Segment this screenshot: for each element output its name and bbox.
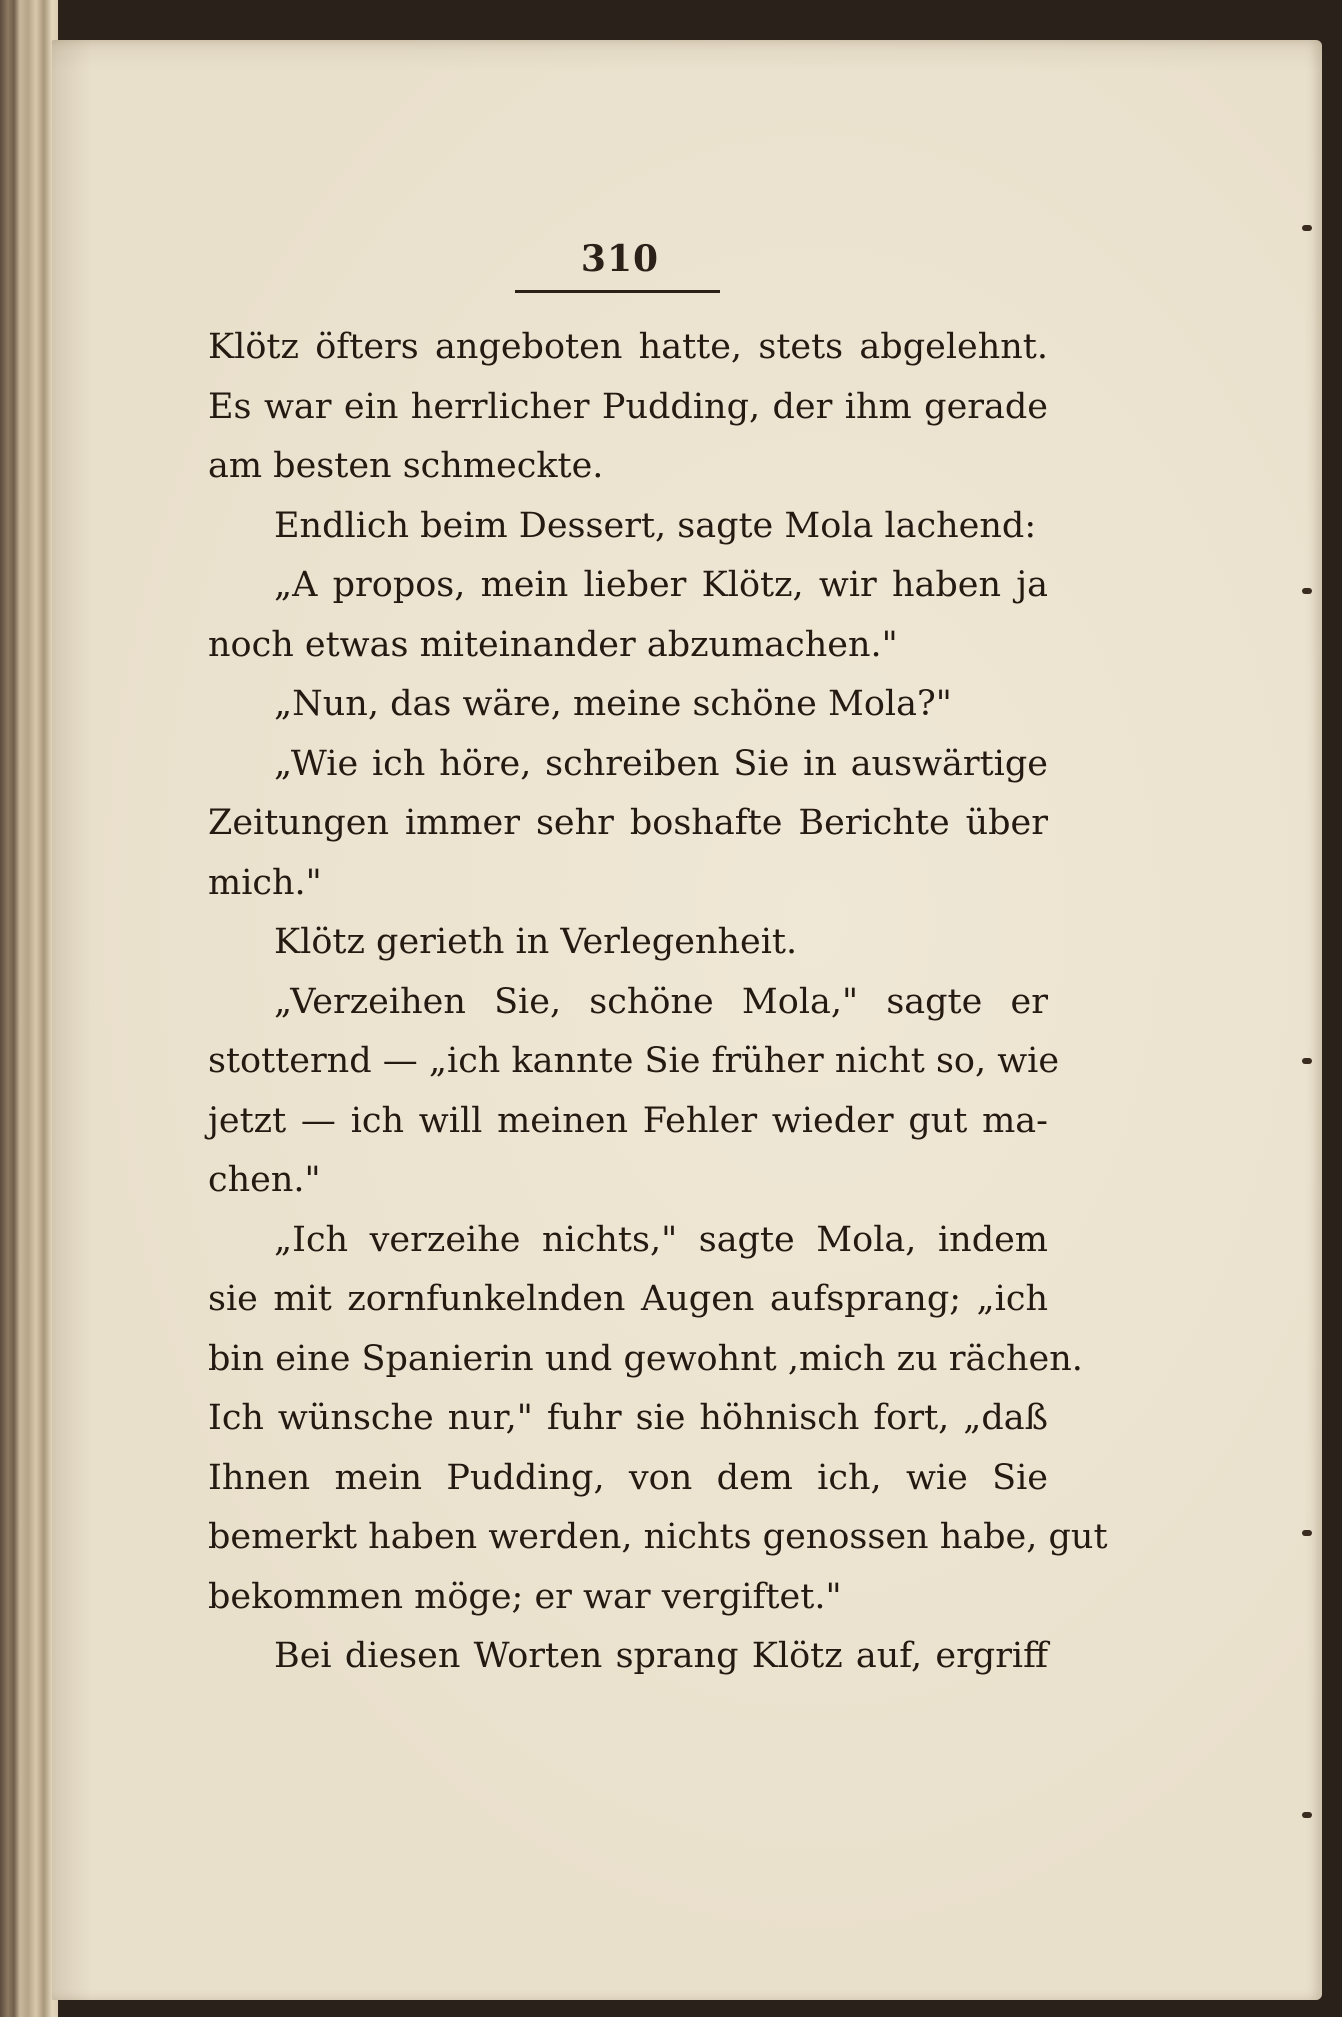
text-line: chen." — [208, 1160, 321, 1200]
text-line: bemerkt haben werden, nichts genossen habe, gut — [208, 1517, 1108, 1557]
page-edge-mark — [1302, 588, 1312, 594]
text-line: noch etwas miteinander abzumachen." — [208, 624, 898, 665]
text-line: Bei diesen Worten sprang Klötz auf, ergriff — [274, 1636, 1048, 1676]
page-edge-mark — [1302, 1812, 1312, 1818]
text-line: sie mit zornfunkelnden Augen aufsprang; „ich — [208, 1279, 1048, 1319]
text-line: jetzt — ich will meinen Fehler wieder gut ma- — [208, 1100, 1048, 1141]
header-rule — [515, 290, 720, 293]
text-line: „Wie ich höre, schreiben Sie in auswärtige — [274, 743, 1048, 784]
text-line: stotternd — „ich kannte Sie früher nicht so, wie — [208, 1041, 1060, 1081]
text-line: Ich wünsche nur," fuhr sie höhnisch fort, „daß — [208, 1398, 1048, 1438]
text-line: „Ich verzeihe nichts," sagte Mola, indem — [274, 1219, 1048, 1260]
page-edge-mark — [1302, 1058, 1312, 1064]
page-number: 310 — [580, 238, 660, 280]
text-line: am besten schmeckte. — [208, 446, 604, 486]
text-line: Klötz gerieth in Verlegenheit. — [274, 922, 798, 962]
text-line: Klötz öfters angeboten hatte, stets abgelehnt. — [208, 327, 1048, 367]
text-line: Ihnen mein Pudding, von dem ich, wie Sie — [208, 1457, 1048, 1498]
page-edge-mark — [1302, 225, 1312, 231]
text-line: „Verzeihen Sie, schöne Mola," sagte er — [274, 981, 1048, 1022]
text-line: bekommen möge; er war vergiftet." — [208, 1576, 842, 1617]
text-line: Endlich beim Dessert, sagte Mola lachend: — [274, 505, 1037, 546]
text-line: „A propos, mein lieber Klötz, wir haben ja — [274, 565, 1048, 605]
text-line: mich." — [208, 862, 322, 903]
book-binding-edge — [0, 0, 58, 2017]
text-line: Es war ein herrlicher Pudding, der ihm gerade — [208, 386, 1048, 427]
text-line: „Nun, das wäre, meine schöne Mola?" — [274, 684, 952, 724]
text-line: Zeitungen immer sehr boshafte Berichte über — [208, 803, 1048, 843]
text-line: bin eine Spanierin und gewohnt ,mich zu rächen. — [208, 1338, 1083, 1379]
page-edge-mark — [1302, 1530, 1312, 1536]
